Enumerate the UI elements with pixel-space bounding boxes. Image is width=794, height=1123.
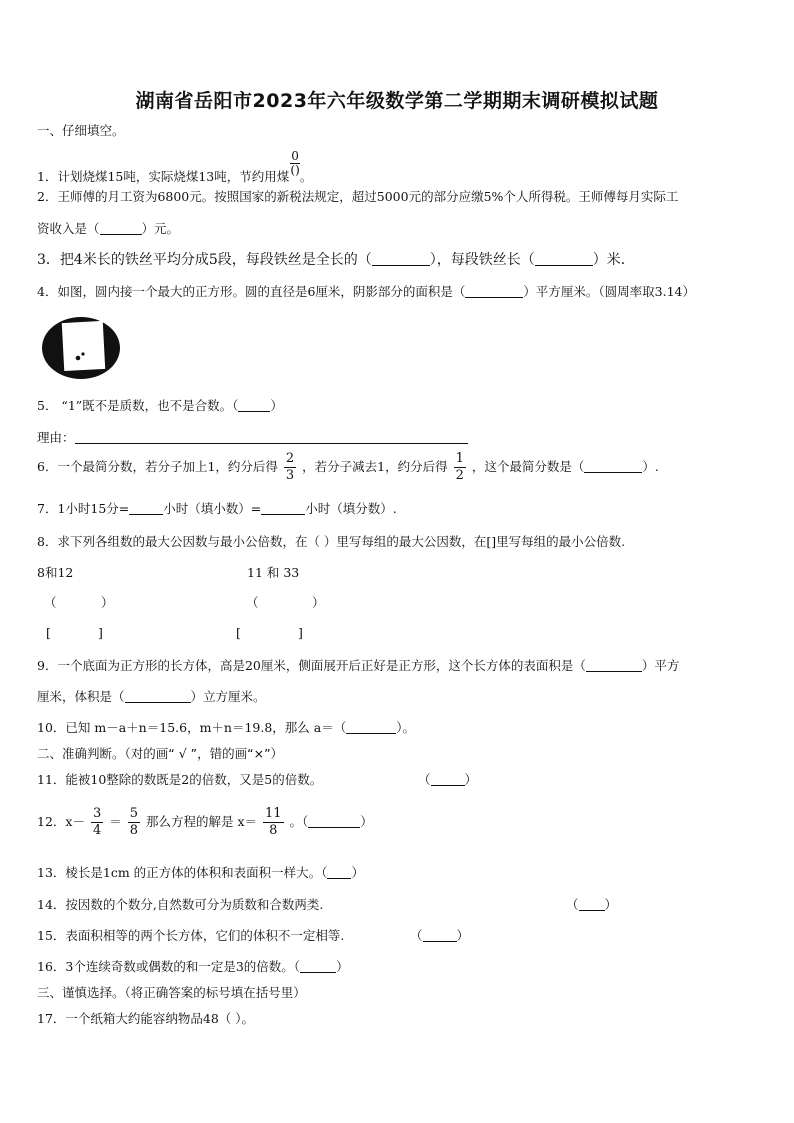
question-5-reason: 理由： [37, 428, 468, 446]
answer-blank[interactable] [535, 253, 593, 266]
circle-square-figure [41, 314, 123, 380]
question-13: 13．棱长是1cm 的正方体的体积和表面积一样大。（ ） [37, 865, 364, 880]
center-mark [81, 352, 84, 355]
question-12: 12．x－ $\frac{3}{4}$ ＝ $\frac{5}{8}$ 那么方程的解是 x＝ $\frac{11}{8}$ 。（ ） [37, 806, 373, 838]
answer-blank[interactable] [261, 502, 305, 515]
fraction: $\frac{2}{3}$ [285, 451, 295, 483]
answer-blank[interactable] [586, 659, 642, 672]
fraction: $\frac{1}{2}$ [455, 451, 464, 483]
question-8: 8．求下列各组数的最大公因数与最小公倍数，在（ ）里写每组的最大公因数，在[]里写每组的最小公倍数. [37, 534, 626, 549]
answer-blank[interactable] [300, 960, 336, 973]
answer-blank[interactable] [327, 866, 351, 879]
question-2-line-2: 资收入是（ ）元。 [37, 221, 180, 236]
answer-placeholder: 0 () [290, 149, 300, 177]
question-10: 10．已知 m－a＋n＝15.6，m＋n＝19.8，那么 a＝（ ）。 [37, 720, 415, 735]
question-9-line-1: 9．一个底面为正方形的长方体，高是20厘米，侧面展开后正好是正方形，这个长方体的表面积是（ ）平方 [37, 658, 680, 673]
fraction: $\frac{11}{8}$ [265, 806, 282, 838]
answer-blank[interactable] [238, 399, 270, 412]
gcd-paren-close: ） [101, 595, 114, 610]
question-6: 6．一个最简分数，若分子加上1，约分后得 $\frac{2}{3}$ ，若分子减去1，约分后得 $\frac{1}{2}$ ，这个最简分数是（ ）. [37, 451, 659, 483]
lcm-bracket-open: [ [46, 625, 51, 640]
answer-blank[interactable] [465, 285, 523, 298]
section-2-heading: 二、准确判断。（对的画“ √ ”，错的画“×”） [37, 746, 284, 761]
answer-blank[interactable] [308, 815, 360, 828]
question-17: 17．一个纸箱大约能容纳物品48（ ）。 [37, 1011, 255, 1026]
fraction: $\frac{3}{4}$ [92, 806, 102, 838]
fraction: $\frac{5}{8}$ [129, 806, 138, 838]
answer-blank[interactable] [100, 222, 142, 235]
section-3-heading: 三、谨慎选择。（将正确答案的标号填在括号里） [37, 985, 306, 1000]
inscribed-square [62, 321, 105, 371]
answer-blank[interactable] [584, 460, 642, 473]
answer-blank[interactable] [579, 898, 605, 911]
answer-blank[interactable] [423, 929, 457, 942]
center-mark [76, 356, 81, 361]
number-pair-2: 11 和 33 [247, 565, 300, 580]
number-pair-1: 8和12 [37, 565, 74, 580]
answer-blank[interactable] [129, 502, 163, 515]
question-14-answer: （ ） [566, 897, 618, 912]
question-11-answer: （ ） [418, 772, 478, 787]
question-16: 16．3个连续奇数或偶数的和一定是3的倍数。（ ） [37, 959, 349, 974]
lcm-bracket-open: [ [236, 625, 241, 640]
question-9-line-2: 厘米，体积是（ ）立方厘米。 [37, 689, 266, 704]
question-4: 4．如图，圆内接一个最大的正方形。圆的直径是6厘米，阴影部分的面积是（ ）平方厘米。（圆周率取3.14） [37, 284, 696, 299]
gcd-paren-close: ） [312, 595, 325, 610]
question-7: 7．1小时15分= 小时（填小数）= 小时（填分数）. [37, 501, 397, 516]
lcm-bracket-close: ] [98, 625, 103, 640]
question-11: 11．能被10整除的数既是2的倍数，又是5的倍数。 [37, 772, 323, 787]
question-14: 14．按因数的个数分,自然数可分为质数和合数两类. [37, 897, 324, 912]
answer-blank[interactable] [431, 773, 465, 786]
reason-blank[interactable] [75, 431, 468, 444]
answer-blank[interactable] [372, 253, 430, 266]
question-15: 15．表面积相等的两个长方体，它们的体积不一定相等. [37, 928, 345, 943]
question-1-text: 1．计划烧煤15吨，实际烧煤13吨，节约用煤 [37, 169, 290, 184]
question-2-line-1: 2．王师傅的月工资为6800元。按照国家的新税法规定，超过5000元的部分应缴5%个人所得税。王师傅每月实际工 [37, 189, 679, 204]
question-15-answer: （ ） [410, 928, 470, 943]
question-5: 5． “1”既不是质数，也不是合数。（ ） [37, 398, 283, 413]
section-1-heading: 一、仔细填空。 [37, 123, 125, 138]
question-3: 3．把4米长的铁丝平均分成5段，每段铁丝是全长的（ ），每段铁丝长（ ）米． [37, 252, 635, 268]
gcd-paren-open: （ [246, 595, 259, 610]
gcd-paren-open: （ [44, 595, 57, 610]
answer-blank[interactable] [346, 721, 396, 734]
lcm-bracket-close: ] [298, 625, 303, 640]
question-1: 1．计划烧煤15吨，实际烧煤13吨，节约用煤 0 () 。 [37, 149, 313, 184]
answer-blank[interactable] [125, 690, 191, 703]
page-title: 湖南省岳阳市2023年六年级数学第二学期期末调研模拟试题 [135, 90, 659, 112]
